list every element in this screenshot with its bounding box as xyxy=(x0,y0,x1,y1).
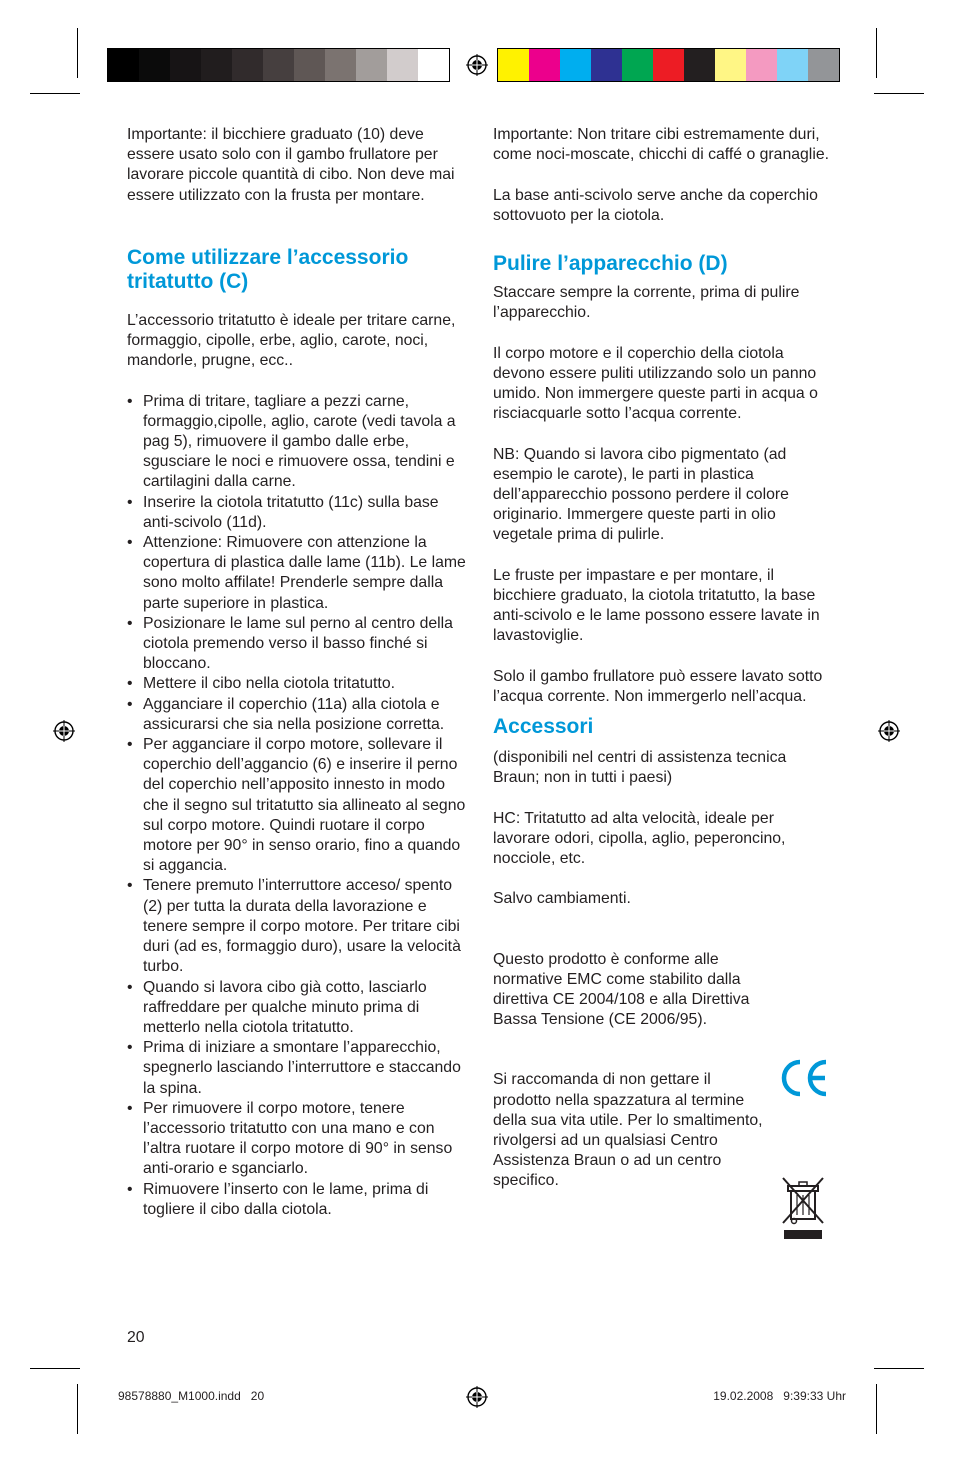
crossed-out-bin-icon xyxy=(780,1175,826,1241)
registration-mark-icon xyxy=(466,54,488,76)
process-color-swatch xyxy=(498,49,529,81)
process-color-swatch xyxy=(808,49,839,81)
crop-mark xyxy=(874,93,924,94)
cleaning-paragraphs xyxy=(493,283,833,707)
grayscale-swatch xyxy=(201,49,232,81)
changes-note: Salvo cambiamenti. xyxy=(493,890,631,908)
section-heading-accessories: Accessori xyxy=(493,715,594,739)
crop-mark xyxy=(30,1368,80,1369)
cleaning-paragraph: Il corpo motore e il coperchio della ciotola devono essere puliti utilizzando solo un panno umido. Non immergere queste parti in acqua o risciacquarle sotto l’acqua corrente. xyxy=(493,344,818,423)
crop-mark xyxy=(876,1384,877,1434)
grayscale-color-bar xyxy=(107,48,450,82)
file-slug: 98578880_M1000.indd 20 xyxy=(118,1389,265,1403)
grayscale-swatch xyxy=(139,49,170,81)
process-color-swatch xyxy=(591,49,622,81)
grayscale-swatch xyxy=(325,49,356,81)
instruction-item: • Prima di tritare, tagliare a pezzi carne, formaggio,cipolle, aglio, carote (vedi tavola a pag 5), rimuovere il gambo dalle erbe, sgusciare le noci e rimuovere ossa, tendini e cartilagini dalla carne. xyxy=(127,392,467,493)
anti-slip-note: La base anti-scivolo serve anche da coperchio sottovuoto per la ciotola. xyxy=(493,186,818,224)
process-color-swatch xyxy=(777,49,808,81)
crop-mark xyxy=(77,1384,78,1434)
grayscale-swatch xyxy=(232,49,263,81)
grayscale-swatch xyxy=(263,49,294,81)
process-color-swatch xyxy=(560,49,591,81)
warning-note: Importante: Non tritare cibi estremamente duri, come noci-moscate, chicchi di caffé o granaglie. xyxy=(493,126,830,164)
registration-mark-icon xyxy=(878,720,900,742)
tritatutto-instructions-list xyxy=(127,392,467,1220)
crop-mark xyxy=(77,28,78,78)
instruction-item: • Mettere il cibo nella ciotola tritatutto. xyxy=(127,674,467,694)
crop-mark xyxy=(874,1368,924,1369)
process-color-swatch xyxy=(622,49,653,81)
registration-mark-icon xyxy=(466,1386,488,1408)
grayscale-swatch xyxy=(356,49,387,81)
grayscale-swatch xyxy=(108,49,139,81)
left-column xyxy=(127,125,467,1220)
instruction-item: • Attenzione: Rimuovere con attenzione la copertura di plastica dalle lame (11b). Le lame sono molto affilate! Prenderle sempre dalla parte superiore in plastica. xyxy=(127,533,467,614)
ce-mark-icon xyxy=(781,1058,829,1098)
registration-mark-icon xyxy=(53,720,75,742)
accessories-paragraph: HC: Tritatutto ad alta velocità, ideale per lavorare odori, cipolla, aglio, peperoncino, nocciole, etc. xyxy=(493,809,786,868)
grayscale-swatch xyxy=(294,49,325,81)
grayscale-swatch xyxy=(387,49,418,81)
process-color-bar xyxy=(497,48,840,82)
cleaning-paragraph: Solo il gambo frullatore può essere lavato sotto l’acqua corrente. Non immergerlo nell’acqua. xyxy=(493,667,823,705)
crop-mark xyxy=(876,28,877,78)
section-heading-cleaning: Pulire l’apparecchio (D) xyxy=(493,252,728,275)
page-number: 20 xyxy=(127,1329,145,1346)
grayscale-swatch xyxy=(418,49,449,81)
instruction-item: • Agganciare il coperchio (11a) alla ciotola e assicurarsi che sia nella posizione corretta. xyxy=(127,695,467,735)
instruction-item: • Posizionare le lame sul perno al centro della ciotola premendo verso il basso finché si bloccano. xyxy=(127,614,467,675)
instruction-item: • Per rimuovere il corpo motore, tenere l’accessorio tritatutto con una mano e con l’altra ruotare il corpo motore di 90° in senso anti-orario e sganciarlo. xyxy=(127,1099,467,1180)
instruction-item: • Prima di iniziare a smontare l’apparecchio, spegnerlo lasciando l’interruttore e staccando la spina. xyxy=(127,1038,467,1099)
process-color-swatch xyxy=(529,49,560,81)
intro-note: Importante: il bicchiere graduato (10) deve essere usato solo con il gambo frullatore per lavorare piccole quantità di cibo. Non deve mai essere utilizzato con la frusta per montare. xyxy=(127,126,455,204)
crop-mark xyxy=(30,93,80,94)
disposal-text: Si raccomanda di non gettare il prodotto nella spazzatura al termine della sua vita utile. Per lo smaltimento, rivolgersi ad un qualsiasi Centro Assistenza Braun o ad un centro specifico. xyxy=(493,1071,763,1190)
instruction-item: • Inserire la ciotola tritatutto (11c) sulla base anti-scivolo (11d). xyxy=(127,493,467,533)
instruction-item: • Per agganciare il corpo motore, sollevare il coperchio dell’aggancio (6) e inserire il perno del coperchio nell’apposito innesto in modo che il segno sul tritatutto sia allineato al segno sul corpo motore. Quindi ruotare il corpo motore per 90° in senso orario, fino a quando si aggancia. xyxy=(127,735,467,876)
accessories-paragraph: (disponibili nel centri di assistenza tecnica Braun; non in tutti i paesi) xyxy=(493,749,787,787)
right-column xyxy=(493,125,833,1192)
timestamp-slug: 19.02.2008 9:39:33 Uhr xyxy=(713,1389,846,1403)
process-color-swatch xyxy=(746,49,777,81)
instruction-item: • Rimuovere l’inserto con le lame, prima di togliere il cibo dalla ciotola. xyxy=(127,1180,467,1220)
section-heading-tritatutto: Come utilizzare l’accessorio tritatutto (C) xyxy=(127,245,409,293)
tritatutto-description: L’accessorio tritatutto è ideale per tritare carne, formaggio, cipolle, erbe, aglio, carote, noci, mandorle, prugne, ecc.. xyxy=(127,311,456,370)
process-color-swatch xyxy=(715,49,746,81)
process-color-swatch xyxy=(653,49,684,81)
cleaning-paragraph: Staccare sempre la corrente, prima di pulire l’apparecchio. xyxy=(493,284,800,322)
accessories-paragraphs xyxy=(493,748,833,869)
ce-conformity-text: Questo prodotto è conforme alle normative EMC come stabilito dalla direttiva CE 2004/108 e alla Direttiva Bassa Tensione (CE 2006/95). xyxy=(493,950,750,1029)
instruction-item: • Quando si lavora cibo già cotto, lasciarlo raffreddare per qualche minuto prima di metterlo nella ciotola tritatutto. xyxy=(127,978,467,1039)
cleaning-paragraph: NB: Quando si lavora cibo pigmentato (ad esempio le carote), le parti in plastica dell’apparecchio possono perdere il colore originario. Immergere queste parti in olio vegetale prima di pulirle. xyxy=(493,445,789,544)
cleaning-paragraph: Le fruste per impastare e per montare, il bicchiere graduato, la ciotola tritatutto, la base anti-scivolo e le lame possono essere lavate in lavastoviglie. xyxy=(493,566,820,645)
instruction-item: • Tenere premuto l’interruttore acceso/ spento (2) per tutta la durata della lavorazione e tenere sempre il corpo motore. Per tritare cibi duri (ad es, formaggio duro), usare la velocità turbo. xyxy=(127,876,467,977)
grayscale-swatch xyxy=(170,49,201,81)
process-color-swatch xyxy=(684,49,715,81)
